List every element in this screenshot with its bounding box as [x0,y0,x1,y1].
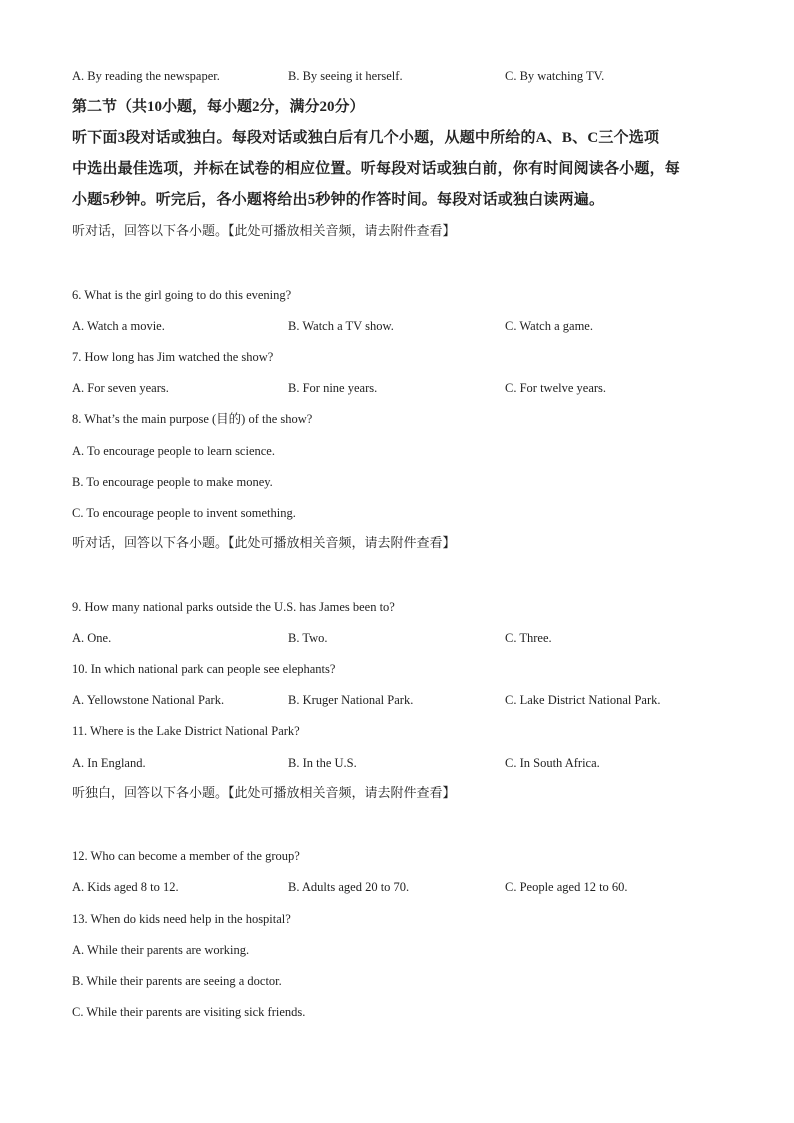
option-b: B. By seeing it herself. [288,69,403,83]
option-b: B. Two. [288,631,328,645]
question-text: 6. What is the girl going to do this evening? [72,288,292,302]
question-text: 12. Who can become a member of the group? [72,849,300,863]
option-b: B. Kruger National Park. [288,693,414,707]
question-text: 13. When do kids need help in the hospital? [72,912,291,926]
section-title: 第二节（共10小题，每小题2分，满分20分） [72,99,365,115]
option-c: C. Three. [505,631,552,645]
option-c: C. People aged 12 to 60. [505,880,628,894]
option-c: C. Lake District National Park. [505,693,661,707]
question-text: 11. Where is the Lake District National Park? [72,724,300,738]
listen-note: 听对话，回答以下各小题。【此处可播放相关音频，请去附件查看】 [72,536,456,551]
listen-note: 听对话，回答以下各小题。【此处可播放相关音频，请去附件查看】 [72,224,456,239]
listen-note: 听独白，回答以下各小题。【此处可播放相关音频，请去附件查看】 [72,786,456,801]
question-text: 8. What’s the main purpose (目的) of the show? [72,412,313,426]
option-b: B. Watch a TV show. [288,319,394,333]
question-text: 7. How long has Jim watched the show? [72,350,274,364]
option-c: C. For twelve years. [505,381,607,395]
option-a: A. Kids aged 8 to 12. [72,880,179,894]
option-b: B. For nine years. [288,381,378,395]
option-b: B. In the U.S. [288,756,357,770]
option-a: A. In England. [72,756,146,770]
option-c: C. To encourage people to invent something. [72,506,296,520]
option-a: A. One. [72,631,112,645]
option-c: C. By watching TV. [505,69,605,83]
option-c: C. Watch a game. [505,319,593,333]
option-b: B. To encourage people to make money. [72,475,273,489]
option-a: A. For seven years. [72,381,169,395]
option-a: A. Watch a movie. [72,319,165,333]
instruction-line: 听下面3段对话或独白。每段对话或独白后有几个小题，从题中所给的A、B、C三个选项 [72,130,660,146]
option-a: A. Yellowstone National Park. [72,693,225,707]
instruction-line: 小题5秒钟。听完后，各小题将给出5秒钟的作答时间。每段对话或独白读两遍。 [72,192,605,208]
option-b: B. While their parents are seeing a doctor. [72,974,282,988]
option-a: A. To encourage people to learn science. [72,444,275,458]
instruction-line: 中选出最佳选项，并标在试卷的相应位置。听每段对话或独白前，你有时间阅读各小题，每 [72,161,681,177]
option-a: A. While their parents are working. [72,943,250,957]
option-c: C. In South Africa. [505,756,600,770]
option-b: B. Adults aged 20 to 70. [288,880,410,894]
option-a: A. By reading the newspaper. [72,69,220,83]
option-c: C. While their parents are visiting sick friends. [72,1005,306,1019]
question-text: 10. In which national park can people see elephants? [72,662,336,676]
question-text: 9. How many national parks outside the U.S. has James been to? [72,600,395,614]
